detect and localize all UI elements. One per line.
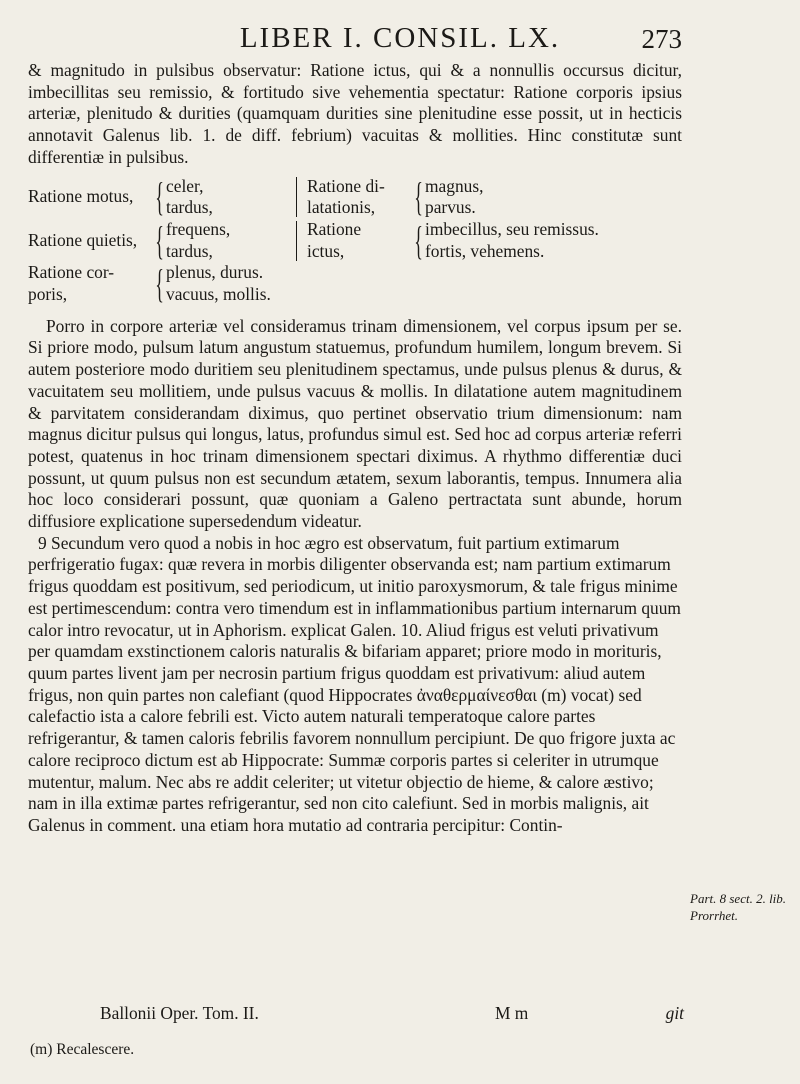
classification-label: Ratione quietis, (28, 229, 138, 250)
classification-item: imbecillus, seu remissus. (425, 218, 599, 239)
paragraph: Porro in corpore arteriæ vel consideramus trinam dimensionem, vel corpus ipsum per se. Si priore modo, pulsum latum angustum statuemus, profundum humilem, longum brevem. Si autem posteriore modo duritiem seu plenitudinem spectamus, unde pulsus plenus & durus, & vacuitatem seu mollitiem, unde pulsus vacuus & mollis. In dilatatione autem magnitudinem & parvitatem considerandam diximus, quo pertinet observatio trium dimensionum: nam magnus dicitur pulsus qui longus, latus, profundus simul est. Sed hoc ad corpus arteriæ referri potest, quatenus in hoc trinam dimensionem spectari diximus. A rhythmo differentiæ duci possunt, ut quum pulsus non est secundum ætatem, sexum laborantis, tempus. Innumera alia hoc loco considerari possunt, quæ quoniam a Galeno pertractata sunt abunde, horum diffusiore explicatione supersedendum videatur. (28, 315, 682, 532)
classification-item: tardus, (166, 197, 213, 218)
classification-item: vacuus, mollis. (166, 284, 271, 305)
classification-item: fortis, vehemens. (425, 240, 545, 261)
catchword: git (665, 1003, 684, 1023)
classification-label: latationis, (307, 197, 376, 218)
classification-label: Ratione motus, (28, 186, 134, 207)
curly-brace-icon: { (155, 261, 164, 307)
curly-brace-icon: { (155, 217, 164, 263)
classification-item: celer, (166, 175, 204, 196)
margin-note: Part. 8 sect. 2. lib. Prorrhet. (690, 891, 787, 923)
column-divider (296, 177, 297, 217)
classification-item: parvus. (425, 197, 476, 218)
classification-item: plenus, durus. (166, 262, 264, 283)
classification-label: Ratione cor- (28, 262, 115, 283)
classification-label: poris, (28, 284, 68, 305)
main-text (28, 60, 682, 837)
classification-label: ictus, (307, 240, 345, 261)
classification-row-3 (28, 262, 682, 305)
classification-row-1 (28, 176, 682, 219)
running-title: LIBER I. CONSIL. LX. (239, 22, 561, 54)
paragraph: 9 Secundum vero quod a nobis in hoc ægro est observatum, fuit partium extimarum perfrigeratio fugax: quæ revera in morbis diligenter observanda est; nam partium extimarum frigus quoddam est positivum, sed periodicum, ut initio paroxysmorum, & tale frigus minime est pertimescendum: contra vero timendum est in inflammationibus partium internarum quum calor intro revocatur, ut in Aphorism. explicat Galen. 10. Aliud frigus est veluti privativum per quamdam exstinctionem caloris naturalis & bifariam apparet; priore modo in morituris, quum partes livent jam per necrosin partium frigus quoddam est privativum: aliud autem frigus, non quin partes non calefiant (quod Hippocrates ἀναθερμαίνεσθαι (m) vocat) sed calefactio ista a calore febrili est. Victo autem naturali temperatoque calore partes refrigerantur, & tamen caloris febrilis favorem nonnullum percipiunt. De quo frigore juxta ac calore reciproco dictum est ab Hippocrate: Summæ corporis partes si celeriter in utrumque mutentur, malum. Nec abs re addit celeriter; ut vitetur objectio de hieme, & calore æstivo; nam in illa extimæ partes refrigerantur, sed non cito calefiunt. Sed in morbis malignis, ait Galenus in comment. una etiam hora mutatio ad contraria percipitur: Contin- (28, 532, 681, 835)
curly-brace-icon: { (414, 217, 423, 263)
curly-brace-icon: { (155, 174, 164, 220)
footnote: (m) Recalescere. (30, 1041, 135, 1058)
column-divider (296, 221, 297, 261)
classification-item: frequens, (166, 218, 231, 239)
signature-mark: M m (495, 1003, 529, 1023)
classification-label: Ratione (307, 218, 362, 239)
signature-line: Ballonii Oper. Tom. II. (100, 1003, 259, 1023)
curly-brace-icon: { (414, 174, 423, 220)
classification-item: tardus, (166, 240, 213, 261)
page-footer (100, 1003, 684, 1025)
running-header (0, 18, 800, 58)
classification-row-2 (28, 219, 682, 262)
classification-item: magnus, (425, 175, 484, 196)
paragraph-top: & magnitudo in pulsibus observatur: Ratione ictus, qui & a nonnullis occursus dicitur, imbecillitas seu remissio, & fortitudo sive vehementia spectatur: Ratione corporis ipsius arteriæ, plenitudo & durities (quamquam durities sine plenitudine esse possit, ut in hecticis annotavit Galenus lib. 1. de diff. febrium) vacuitas & mollities. Hinc constitutæ sunt differentiæ in pulsibus. (28, 60, 682, 167)
classification-label: Ratione di- (307, 175, 385, 196)
pulse-classification-table (28, 176, 682, 306)
page-number: 273 (641, 24, 682, 54)
